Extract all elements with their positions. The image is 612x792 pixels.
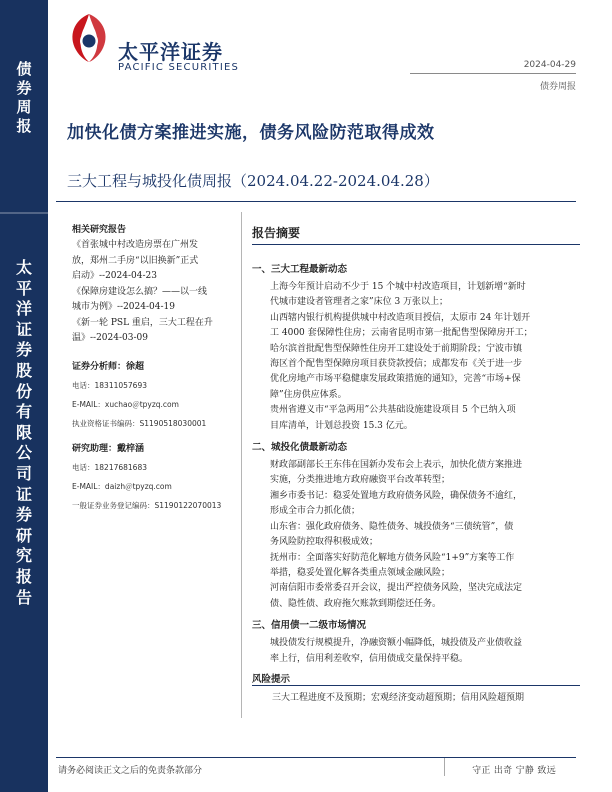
footer-disclaimer: 请务必阅读正文之后的免责条款部分 <box>58 766 203 776</box>
sidebar-char: 债 <box>16 60 32 78</box>
summary-section <box>252 262 580 434</box>
paragraph-line: 目库清单，计划总投资 15.3 亿元。 <box>270 420 413 431</box>
analyst-email: E-MAIL：xuchao＠tpyzq.com <box>72 399 179 409</box>
paragraph-line: 上海今年预计启动不少于 15 个城中村改造项目，计划新增“新时 <box>270 282 526 292</box>
footer-divider <box>56 757 576 758</box>
related-report-line: 《新一轮 PSL 重启，三大工程在升 <box>72 317 213 328</box>
paragraph-line: 海区首个配售型保障房项目获贷款授信；成都发布《关于进一步 <box>270 359 523 370</box>
risk-divider <box>252 685 580 686</box>
pacific-securities-logo-icon <box>66 12 112 64</box>
report-subtitle: 三大工程与城投化债周报（2024.04.22-2024.04.28） <box>67 172 439 190</box>
sidebar-char: 太 <box>15 258 32 277</box>
related-report-line: 启动》--2024-04-23 <box>72 271 157 281</box>
related-reports-label: 相关研究报告 <box>72 225 127 235</box>
summary-title: 报告摘要 <box>252 226 301 240</box>
sidebar-char: 限 <box>15 422 32 442</box>
assistant-email: E-MAIL：daizh＠tpyzq.com <box>72 481 172 491</box>
sidebar-char: 份 <box>15 381 32 401</box>
paragraph-line: 率上行，信用利差收窄，信用债成交量保持平稳。 <box>270 653 469 664</box>
paragraph-line: 举措，稳妥处置化解各类重点领域金融风险； <box>270 567 451 578</box>
paragraph-line: 务风险防控取得积极成效； <box>270 537 379 548</box>
summary-section <box>252 618 580 667</box>
assistant-name: 研究助理：戴梓涵 <box>72 443 145 454</box>
section-heading: 一、三大工程最新动态 <box>252 264 348 275</box>
paragraph-line: 实施，分类推进地方政府融资平台改革转型； <box>270 475 451 486</box>
analyst-license: 执业资格证书编码：S1190518030001 <box>72 418 207 428</box>
paragraph-line: 形成全市合力抓化债； <box>270 506 361 517</box>
paragraph-line: 山东省：强化政府债务、隐性债务、城投债务“三债统管”，债 <box>270 521 514 532</box>
paragraph-line: 湘乡市委书记：稳妥处置地方政府债务风险，确保债务不逾红， <box>270 490 523 501</box>
sidebar-char: 平 <box>15 278 32 298</box>
sidebar-char: 司 <box>15 463 32 483</box>
sidebar-char: 研 <box>15 525 32 545</box>
title-divider <box>56 201 576 202</box>
sidebar-char: 周 <box>16 98 32 116</box>
risk-title: 风险提示 <box>252 674 291 685</box>
report-date: 2024-04-29 <box>523 60 576 70</box>
sidebar-char: 究 <box>15 546 32 566</box>
sidebar-char: 告 <box>15 587 32 607</box>
sidebar-char: 券 <box>16 79 32 97</box>
header-divider <box>410 73 576 74</box>
paragraph-line: 财政部副部长王东伟在国新办发布会上表示，加快化债方案推进 <box>270 460 523 471</box>
paragraph-line: 河南信阳市委常委召开会议，提出严控债务风险，坚决完成法定 <box>270 583 523 594</box>
paragraph-line: 城投债发行规模提升，净融资额小幅降低，城投债及产业债收益 <box>270 638 523 649</box>
sidebar-char: 报 <box>15 566 32 586</box>
left-info-column <box>72 222 240 511</box>
sidebar-char: 券 <box>15 505 32 525</box>
sidebar-char: 洋 <box>15 299 32 319</box>
section-heading: 三、信用债一二级市场情况 <box>252 620 367 632</box>
paragraph-line: 山西辖内银行机构提供城中村改造项目授信，太原市 24 年计划开 <box>270 312 531 323</box>
sidebar-doc-type <box>0 60 48 136</box>
summary-section <box>252 440 580 612</box>
related-report-line: 《保障房建设怎么搞？——以一线 <box>72 286 208 297</box>
brand-name-en: PACIFIC SECURITIES <box>118 62 240 73</box>
related-report-line: 城市为例》--2024-04-19 <box>72 302 175 312</box>
sidebar-char: 公 <box>15 443 32 463</box>
summary-body <box>252 262 580 673</box>
sidebar-company-name <box>0 258 48 608</box>
column-divider <box>241 212 242 718</box>
sidebar-char: 券 <box>15 340 32 360</box>
report-type: 债券周报 <box>539 82 576 92</box>
sidebar-char: 报 <box>16 117 32 135</box>
paragraph-line: 抚州市：全面落实好防范化解地方债务风险“1+9”方案等工作 <box>270 552 515 563</box>
sidebar-char: 证 <box>15 484 32 504</box>
assistant-license: 一般证券业务登记编码：S1190122070013 <box>72 500 222 510</box>
sidebar <box>0 0 48 792</box>
paragraph-line: 工 4000 套保障性住房；云南省昆明市第一批配售型保障房开工； <box>270 328 533 339</box>
analyst-name: 证券分析师：徐超 <box>72 361 145 372</box>
assistant-phone: 电话：18217681683 <box>72 462 147 472</box>
sidebar-char: 有 <box>15 402 32 422</box>
risk-text: 三大工程进度不及预期；宏观经济变动超预期；信用风险超预期 <box>272 693 525 703</box>
paragraph-line: 贵州省遵义市“平急两用”公共基础设施建设项目 5 个已纳入项 <box>270 405 516 416</box>
paragraph-line: 哈尔滨首批配售型保障性住房开工建设处于前期阶段；宁波市镇 <box>270 343 523 354</box>
related-report-line: 温》--2024-03-09 <box>72 333 148 343</box>
sidebar-divider <box>0 212 48 214</box>
paragraph-line: 优化房地产市场平稳健康发展政策措施的通知》，完善“市场+保 <box>270 374 521 385</box>
footer-separator <box>444 758 445 776</box>
section-heading: 二、城投化债最新动态 <box>252 442 348 454</box>
brand-name-cn: 太平洋证券 <box>118 40 223 64</box>
analyst-phone: 电话：18311057693 <box>72 380 147 390</box>
related-report-line: 《首张城中村改造房票在广州发 <box>72 240 199 250</box>
paragraph-line: 障”住房供应体系。 <box>270 389 347 400</box>
paragraph-line: 代城市建设者管理者之家”床位 3 万张以上； <box>270 297 449 308</box>
sidebar-char: 证 <box>15 319 32 339</box>
report-title: 加快化债方案推进实施，债务风险防范取得成效 <box>67 123 435 143</box>
footer-motto: 守正 出奇 宁静 致远 <box>472 766 556 776</box>
paragraph-line: 债、隐性债、政府拖欠账款到期偿还任务。 <box>270 598 442 609</box>
summary-divider <box>252 244 580 245</box>
sidebar-char: 股 <box>15 360 32 380</box>
related-report-line: 放，郑州二手房“以旧换新”正式 <box>72 255 199 266</box>
